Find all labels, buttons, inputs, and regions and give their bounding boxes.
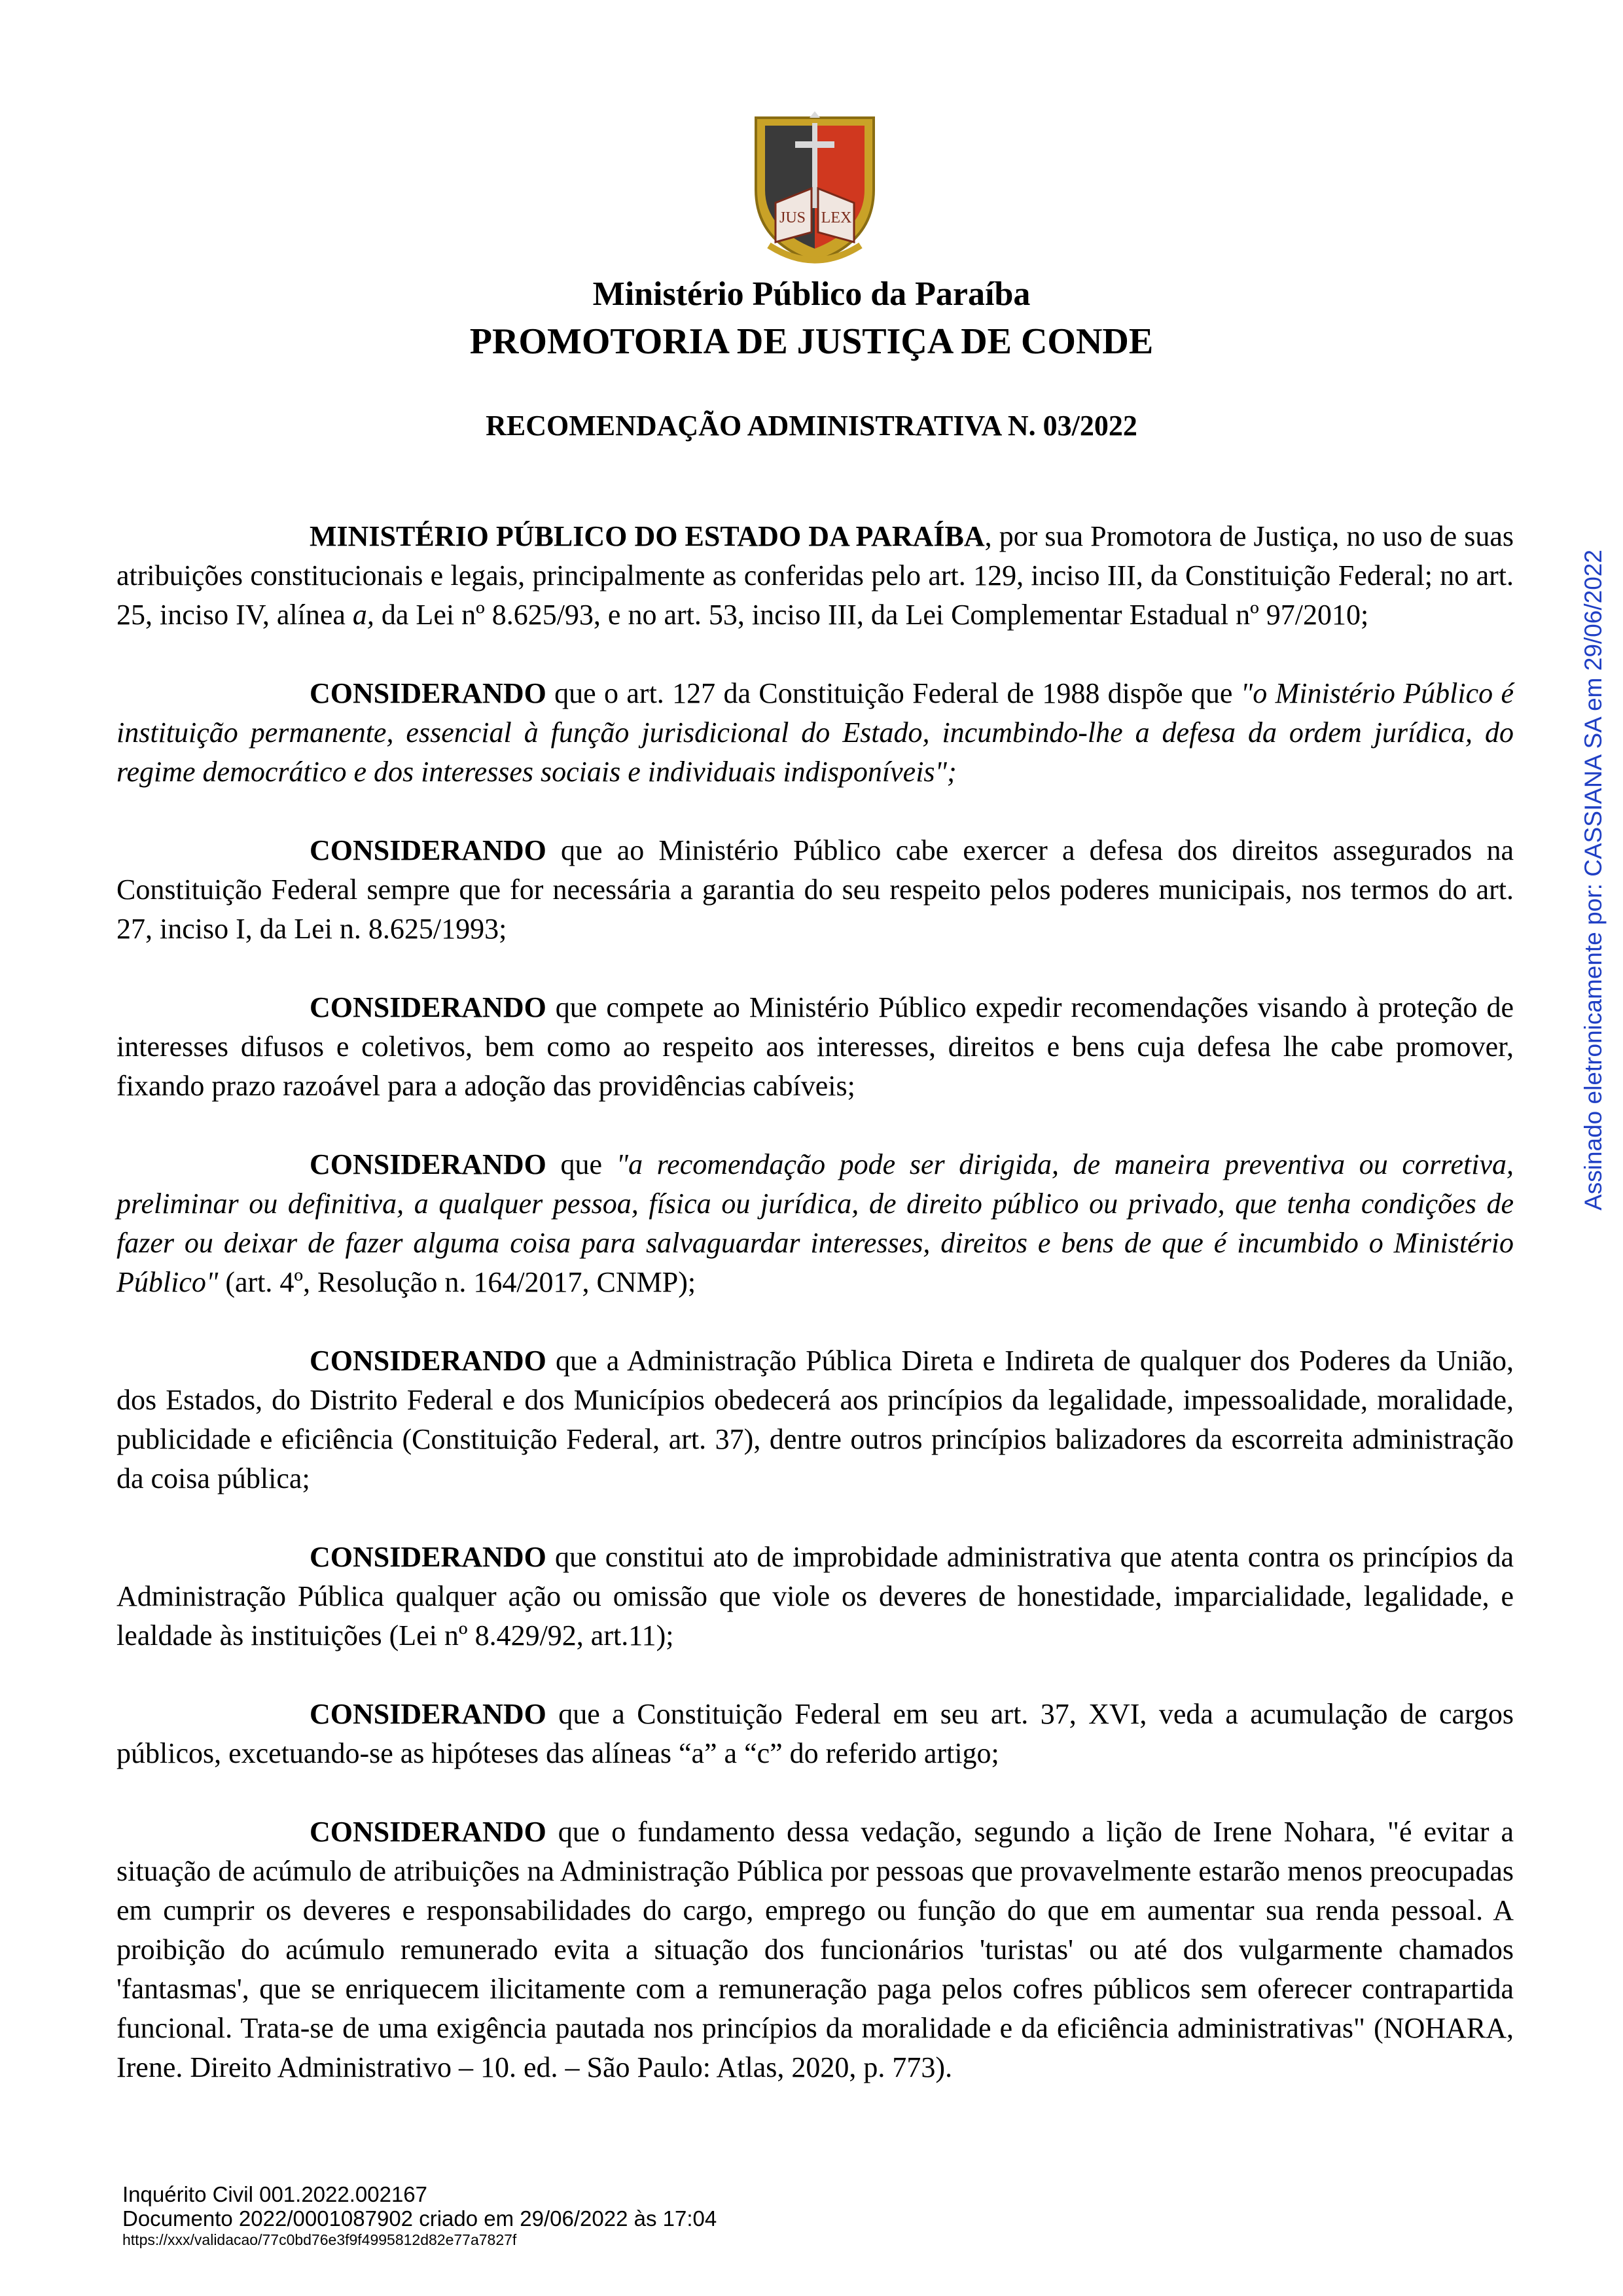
paragraph-text: que ao Ministério Público cabe exercer a defesa dos direitos assegurados na Constituição Federal sempre que for necessária a garantia do seu respeito pelos poderes municipais, nos termos do art. 27, inciso I, da Lei n. 8.625/1993; [116,834,1514,945]
paragraph-text-b: (art. 4º, Resolução n. 164/2017, CNMP); [218,1266,696,1298]
considerando-label: CONSIDERANDO [310,834,546,866]
document-body [116,517,1514,2127]
considerando-label: CONSIDERANDO [310,991,546,1023]
paragraph-considerando-5 [116,1341,1514,1498]
paragraph-text: que a Constituição Federal em seu art. 37, XVI, veda a acumulação de cargos públicos, excetuando-se as hipóteses das alíneas “a” a “c” do referido artigo; [116,1698,1514,1769]
paragraph-text: que a Administração Pública Direta e Indireta de qualquer dos Poderes da União, dos Estados, do Distrito Federal e dos Municípios obedecerá aos princípios da legalidade, impessoalidade, moralidade, publicidade e eficiência (Constituição Federal, art. 37), dentre outros princípios balizadores da escorreita administração da coisa pública; [116,1345,1514,1494]
paragraph-considerando-3 [116,988,1514,1106]
preamble-text-b: da Lei nº 8.625/93, e no art. 53, inciso III, da Lei Complementar Estadual nº 97/2010; [374,599,1369,631]
paragraph-considerando-1 [116,674,1514,792]
paragraph-considerando-8 [116,1812,1514,2087]
coat-of-arms-icon [749,111,880,268]
paragraph-quote: "a recomendação pode ser dirigida, de maneira preventiva ou corretiva, preliminar ou definitiva, a qualquer pessoa, física ou jurídica, de direito público ou privado, que tenha condições de fazer ou deixar de fazer alguma coisa para salvaguardar interesses, direitos e bens de que é incumbido o Ministério Público" [116,1148,1514,1298]
considerando-label: CONSIDERANDO [310,1816,546,1848]
paragraph-quote: "o Ministério Público é instituição permanente, essencial à função jurisdicional do Estado, incumbindo-lhe a defesa da ordem jurídica, do regime democrático e dos interesses sociais e individuais indisponíveis"; [116,677,1514,788]
paragraph-text-a: que [546,1148,616,1180]
considerando-label: CONSIDERANDO [310,1541,546,1573]
document-footer [122,2182,717,2249]
paragraph-considerando-7 [116,1695,1514,1773]
paragraph-considerando-2 [116,831,1514,949]
logo-label-lex: LEX [821,209,852,226]
paragraph-text: que constitui ato de improbidade administrativa que atenta contra os princípios da Administração Pública qualquer ação ou omissão que viole os deveres de honestidade, imparcialidade, legalidade, e lealdade às instituições (Lei nº 8.429/92, art.11); [116,1541,1514,1651]
considerando-label: CONSIDERANDO [310,1345,546,1377]
footer-inquerito: Inquérito Civil 001.2022.002167 [122,2182,428,2206]
considerando-label: CONSIDERANDO [310,1698,546,1730]
document-title: RECOMENDAÇÃO ADMINISTRATIVA N. 03/2022 [486,410,1137,442]
institution-title: Ministério Público da Paraíba [592,275,1031,313]
preamble-text-a: , por sua Promotora de Justiça, no uso de suas atribuições constitucionais e legais, principalmente as conferidas pelo art. 129, inciso III, da Constituição Federal; no art. 25, inciso IV, alínea [116,520,1514,631]
electronic-signature-note: Assinado eletronicamente por: CASSIANA SA em 29/06/2022 [1580,550,1607,1210]
preamble-bold: MINISTÉRIO PÚBLICO DO ESTADO DA PARAÍBA [310,520,985,552]
paragraph-text: que o art. 127 da Constituição Federal de 1988 dispõe que [546,677,1241,709]
logo-label-jus: JUS [779,209,806,226]
promotoria-title: PROMOTORIA DE JUSTIÇA DE CONDE [469,321,1154,362]
paragraph-preamble [116,517,1514,635]
paragraph-considerando-6 [116,1538,1514,1655]
paragraph-considerando-4 [116,1145,1514,1302]
paragraph-text: que o fundamento dessa vedação, segundo a lição de Irene Nohara, "é evitar a situação de acúmulo de atribuições na Administração Pública por pessoas que provavelmente estarão menos preocupadas em cumprir os deveres e responsabilidades do cargo, emprego ou função do que em aumentar sua renda pessoal. A proibição do acúmulo remunerado evita a situação dos funcionários 'turistas' ou até dos vulgarmente chamados 'fantasmas', que se enriquecem ilicitamente com a remuneração paga pelos cofres públicos sem oferecer contrapartida funcional. Trata-se de uma exigência pautada nos princípios da moralidade e da eficiência administrativas" (NOHARA, Irene. Direito Administrativo – 10. ed. – São Paulo: Atlas, 2020, p. 773). [116,1816,1514,2083]
footer-validation-url: https://xxx/validacao/77c0bd76e3f9f4995812d82e77a7827f [122,2231,517,2248]
considerando-label: CONSIDERANDO [310,677,546,709]
preamble-italic: a, [352,599,374,631]
footer-documento: Documento 2022/0001087902 criado em 29/06/2022 às 17:04 [122,2206,717,2231]
considerando-label: CONSIDERANDO [310,1148,546,1180]
paragraph-text: que compete ao Ministério Público expedir recomendações visando à proteção de interesses difusos e coletivos, bem como ao respeito aos interesses, direitos e bens cuja defesa lhe cabe promover, fixando prazo razoável para a adoção das providências cabíveis; [116,991,1514,1102]
